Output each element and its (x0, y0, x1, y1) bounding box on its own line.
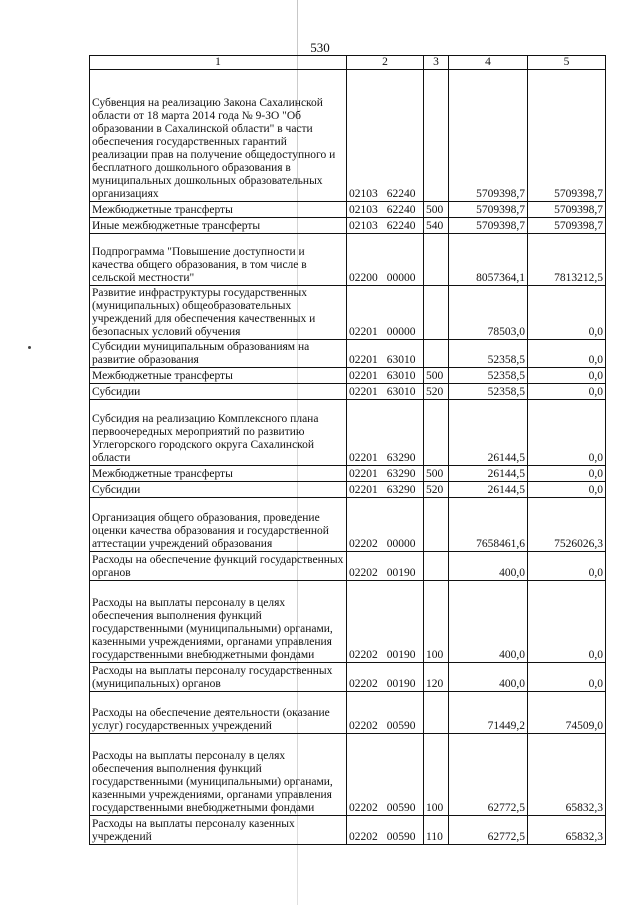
row-code-program: 02103 (349, 220, 378, 232)
row-code (347, 218, 424, 234)
row-name: Расходы на обеспечение деятельности (оказание услуг) государственных учреждений (90, 692, 347, 734)
row-code-program: 02202 (349, 567, 378, 579)
row-code-direction: 63290 (386, 484, 416, 496)
row-value-col4: 71449,2 (449, 692, 528, 734)
row-code (347, 368, 424, 384)
table-row (90, 482, 606, 498)
table-row (90, 692, 606, 734)
row-expense-type (424, 552, 449, 581)
table-row (90, 70, 606, 202)
row-expense-type: 520 (424, 482, 449, 498)
row-expense-type: 540 (424, 218, 449, 234)
row-code (347, 552, 424, 581)
row-value-col4: 26144,5 (449, 466, 528, 482)
row-value-col4: 78503,0 (449, 286, 528, 340)
row-code-program: 02202 (349, 802, 378, 814)
row-expense-type: 500 (424, 202, 449, 218)
row-value-col4: 5709398,7 (449, 218, 528, 234)
row-value-col4: 400,0 (449, 663, 528, 692)
row-name: Расходы на выплаты персоналу казенных учреждений (90, 816, 347, 845)
table-row (90, 218, 606, 234)
row-name: Организация общего образования, проведение оценки качества образования и государственной аттестации учреждений образования (90, 498, 347, 552)
row-code-direction: 63290 (386, 468, 416, 480)
row-code-program: 02103 (349, 204, 378, 216)
row-code-direction: 00000 (386, 538, 416, 550)
row-code (347, 692, 424, 734)
row-code-program: 02202 (349, 678, 378, 690)
row-code (347, 482, 424, 498)
row-code-program: 02202 (349, 720, 378, 732)
table-row (90, 340, 606, 368)
row-code-direction: 63010 (386, 354, 416, 366)
row-code-program: 02202 (349, 538, 378, 550)
table-row (90, 498, 606, 552)
row-value-col5: 5709398,7 (528, 202, 606, 218)
row-value-col4: 400,0 (449, 581, 528, 663)
row-code (347, 816, 424, 845)
row-code-program: 02202 (349, 831, 378, 843)
row-code (347, 234, 424, 286)
row-value-col5: 7813212,5 (528, 234, 606, 286)
row-value-col4: 26144,5 (449, 400, 528, 466)
row-code (347, 400, 424, 466)
table-row (90, 368, 606, 384)
row-code-direction: 00190 (386, 678, 416, 690)
row-value-col5: 0,0 (528, 552, 606, 581)
row-value-col5: 7526026,3 (528, 498, 606, 552)
row-name: Расходы на выплаты персоналу государственных (муниципальных) органов (90, 663, 347, 692)
table-row (90, 552, 606, 581)
column-header-1: 1 (90, 56, 347, 70)
row-code-direction: 00590 (386, 831, 416, 843)
row-code-direction: 63010 (386, 370, 416, 382)
row-name: Расходы на выплаты персоналу в целях обеспечения выполнения функций государственными (муниципальными) органами, казенными учреждениями, органами управления государственными внебюджетными фондами (90, 734, 347, 816)
table-row (90, 816, 606, 845)
table-row (90, 466, 606, 482)
row-code-direction: 62240 (386, 204, 416, 216)
row-code-direction: 62240 (386, 220, 416, 232)
row-code (347, 286, 424, 340)
table-header-row (90, 56, 606, 70)
row-name: Межбюджетные трансферты (90, 368, 347, 384)
row-code-program: 02201 (349, 452, 378, 464)
table-row (90, 400, 606, 466)
row-code (347, 663, 424, 692)
row-expense-type (424, 340, 449, 368)
row-code (347, 340, 424, 368)
row-value-col4: 52358,5 (449, 384, 528, 400)
row-expense-type (424, 286, 449, 340)
row-value-col5: 0,0 (528, 368, 606, 384)
row-name: Расходы на выплаты персоналу в целях обеспечения выполнения функций государственными (муниципальными) органами, казенными учреждениями, органами управления государственными внебюджетными фондами (90, 581, 347, 663)
row-value-col5: 5709398,7 (528, 70, 606, 202)
row-expense-type (424, 692, 449, 734)
row-expense-type (424, 70, 449, 202)
row-value-col5: 0,0 (528, 663, 606, 692)
row-value-col4: 7658461,6 (449, 498, 528, 552)
row-value-col4: 62772,5 (449, 734, 528, 816)
row-value-col4: 52358,5 (449, 368, 528, 384)
row-value-col4: 8057364,1 (449, 234, 528, 286)
row-name: Субвенция на реализацию Закона Сахалинской области от 18 марта 2014 года № 9-ЗО "Об образовании в Сахалинской области" в части обеспечения государственных гарантий реализации прав на получение общедоступного и бесплатного дошкольного образования в муниципальных дошкольных образовательных организациях (90, 70, 347, 202)
row-code-direction: 00000 (386, 326, 416, 338)
row-name: Подпрограмма "Повышение доступности и качества общего образования, в том числе в сельской местности" (90, 234, 347, 286)
row-value-col5: 0,0 (528, 384, 606, 400)
row-value-col5: 0,0 (528, 581, 606, 663)
table-row (90, 286, 606, 340)
row-expense-type: 500 (424, 368, 449, 384)
row-name: Межбюджетные трансферты (90, 466, 347, 482)
row-value-col4: 26144,5 (449, 482, 528, 498)
row-value-col5: 5709398,7 (528, 218, 606, 234)
table-body (90, 70, 606, 845)
row-expense-type: 520 (424, 384, 449, 400)
table-row (90, 234, 606, 286)
row-code (347, 581, 424, 663)
row-value-col5: 0,0 (528, 400, 606, 466)
row-value-col5: 0,0 (528, 482, 606, 498)
row-code-direction: 00590 (386, 720, 416, 732)
table-row (90, 663, 606, 692)
row-value-col5: 65832,3 (528, 816, 606, 845)
table-row (90, 202, 606, 218)
row-code-program: 02201 (349, 484, 378, 496)
row-value-col4: 52358,5 (449, 340, 528, 368)
row-expense-type (424, 498, 449, 552)
row-expense-type: 120 (424, 663, 449, 692)
row-expense-type: 500 (424, 466, 449, 482)
row-code (347, 466, 424, 482)
row-value-col5: 0,0 (528, 466, 606, 482)
row-code (347, 70, 424, 202)
row-value-col5: 74509,0 (528, 692, 606, 734)
row-code (347, 384, 424, 400)
row-expense-type: 100 (424, 581, 449, 663)
row-value-col5: 0,0 (528, 340, 606, 368)
row-value-col4: 62772,5 (449, 816, 528, 845)
row-code-program: 02201 (349, 354, 378, 366)
row-name: Субсидии муниципальным образованиям на развитие образования (90, 340, 347, 368)
row-value-col5: 0,0 (528, 286, 606, 340)
row-expense-type: 110 (424, 816, 449, 845)
row-code-direction: 00190 (386, 649, 416, 661)
table-row (90, 581, 606, 663)
row-value-col5: 65832,3 (528, 734, 606, 816)
row-name: Субсидия на реализацию Комплексного плана первоочередных мероприятий по развитию Углегорского городского округа Сахалинской области (90, 400, 347, 466)
page-number: 530 (310, 40, 330, 55)
row-code (347, 202, 424, 218)
row-expense-type (424, 234, 449, 286)
row-value-col4: 400,0 (449, 552, 528, 581)
row-value-col4: 5709398,7 (449, 202, 528, 218)
row-name: Расходы на обеспечение функций государственных органов (90, 552, 347, 581)
row-name: Субсидии (90, 482, 347, 498)
row-code-program: 02201 (349, 386, 378, 398)
row-code-direction: 62240 (386, 188, 416, 200)
row-value-col4: 5709398,7 (449, 70, 528, 202)
row-code-program: 02201 (349, 370, 378, 382)
row-code-direction: 63010 (386, 386, 416, 398)
column-header-4: 4 (449, 56, 528, 70)
row-expense-type: 100 (424, 734, 449, 816)
row-name: Межбюджетные трансферты (90, 202, 347, 218)
table-row (90, 734, 606, 816)
row-expense-type (424, 400, 449, 466)
row-code-program: 02201 (349, 326, 378, 338)
column-header-5: 5 (528, 56, 606, 70)
row-name: Иные межбюджетные трансферты (90, 218, 347, 234)
row-code-direction: 00000 (386, 272, 416, 284)
row-name: Субсидии (90, 384, 347, 400)
column-header-3: 3 (424, 56, 449, 70)
row-code-program: 02201 (349, 468, 378, 480)
row-name: Развитие инфраструктуры государственных (муниципальных) общеобразовательных учреждений для обеспечения качественных и безопасных условий обучения (90, 286, 347, 340)
row-code-direction: 00190 (386, 567, 416, 579)
row-code-program: 02103 (349, 188, 378, 200)
column-header-2: 2 (347, 56, 424, 70)
row-code (347, 498, 424, 552)
row-code (347, 734, 424, 816)
scan-speck (28, 346, 31, 349)
table-row (90, 384, 606, 400)
row-code-program: 02202 (349, 649, 378, 661)
row-code-direction: 63290 (386, 452, 416, 464)
row-code-direction: 00590 (386, 802, 416, 814)
row-code-program: 02200 (349, 272, 378, 284)
budget-table (89, 55, 606, 845)
